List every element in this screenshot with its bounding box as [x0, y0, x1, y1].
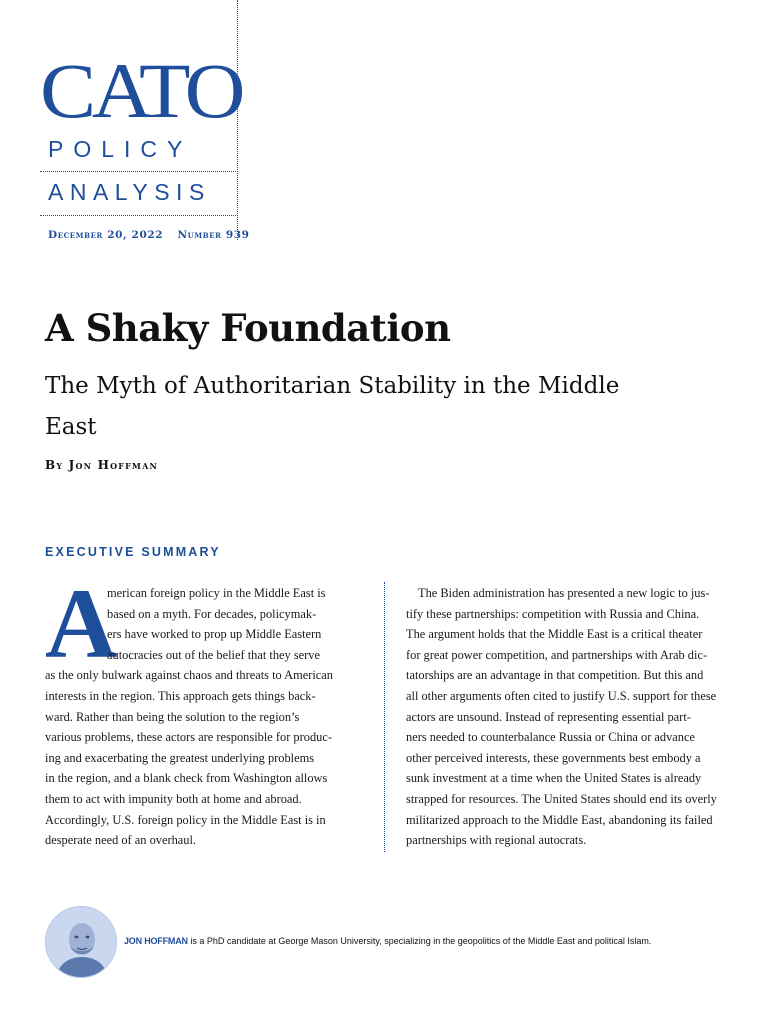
- author-portrait-icon: [46, 907, 117, 978]
- summary-left-column: [45, 568, 361, 851]
- summary-line: them to act with impunity both at home and abroad.: [45, 791, 302, 806]
- publication-date: December 20, 2022: [48, 229, 164, 241]
- summary-line: tatorships are an advantage in that competition. But this and: [406, 668, 704, 683]
- author-bio: [124, 936, 651, 946]
- summary-line: based on a myth. For decades, policymak-: [107, 606, 317, 621]
- summary-line: autocracies out of the belief that they serve: [107, 647, 320, 662]
- executive-summary-heading: EXECUTIVE SUMMARY: [45, 545, 221, 559]
- author-bio-text: is a PhD candidate at George Mason University, specializing in the geopolitics of the Middle East and political Islam.: [187, 936, 652, 946]
- author-name: JON HOFFMAN: [124, 936, 188, 946]
- logo-policy: POLICY: [48, 136, 193, 162]
- drop-cap: A: [45, 568, 118, 679]
- summary-line: various problems, these actors are responsible for produc-: [45, 730, 332, 745]
- summary-right-column: [406, 583, 724, 851]
- publication-meta: [48, 229, 250, 241]
- summary-line: tify these partnerships: competition with Russia and China.: [406, 606, 700, 621]
- summary-line: ing and exacerbating the greatest underlying problems: [45, 750, 315, 765]
- column-divider: [384, 582, 385, 852]
- summary-line: sunk investment at a time when the United States is already: [406, 771, 702, 786]
- summary-line: merican foreign policy in the Middle East is: [107, 586, 326, 600]
- summary-line: The Biden administration has presented a new logic to jus-: [418, 586, 710, 600]
- summary-line: in the region, and a blank check from Washington allows: [45, 771, 328, 786]
- summary-line: all other arguments often cited to justify U.S. support for these: [406, 688, 717, 703]
- summary-line: ers have worked to prop up Middle Eastern: [107, 627, 322, 642]
- summary-line: interests in the region. This approach gets things back-: [45, 688, 316, 703]
- logo-rule-bottom: [40, 215, 238, 216]
- summary-line: Accordingly, U.S. foreign policy in the Middle East is in: [45, 812, 326, 827]
- article-byline: By Jon Hoffman: [45, 458, 159, 472]
- article-title: A Shaky Foundation: [45, 306, 451, 350]
- summary-line: militarized approach to the Middle East, abandoning its failed: [406, 812, 713, 827]
- author-avatar: [45, 906, 117, 978]
- logo-analysis: ANALYSIS: [48, 179, 211, 205]
- summary-line: strapped for resources. The United States should end its overly: [406, 791, 717, 806]
- summary-line: for great power competition, and partnerships with Arab dic-: [406, 647, 708, 662]
- summary-line: ward. Rather than being the solution to the region’s: [45, 709, 300, 724]
- summary-line: desperate need of an overhaul.: [45, 833, 197, 848]
- cato-logo: CATO: [40, 47, 242, 134]
- summary-line: partnerships with regional autocrats.: [406, 833, 587, 848]
- logo-rule-top: [40, 171, 238, 172]
- summary-line: actors are unsound. Instead of representing essential part-: [406, 709, 691, 724]
- article-subtitle: The Myth of Authoritarian Stability in the Middle East: [45, 373, 620, 440]
- publication-number: Number 939: [177, 229, 250, 241]
- summary-line: other perceived interests, these governments best embody a: [406, 750, 701, 765]
- summary-line: The argument holds that the Middle East is a critical theater: [406, 627, 703, 642]
- summary-line: as the only bulwark against chaos and threats to American: [45, 668, 333, 683]
- summary-line: ners needed to counterbalance Russia or China or advance: [406, 730, 696, 745]
